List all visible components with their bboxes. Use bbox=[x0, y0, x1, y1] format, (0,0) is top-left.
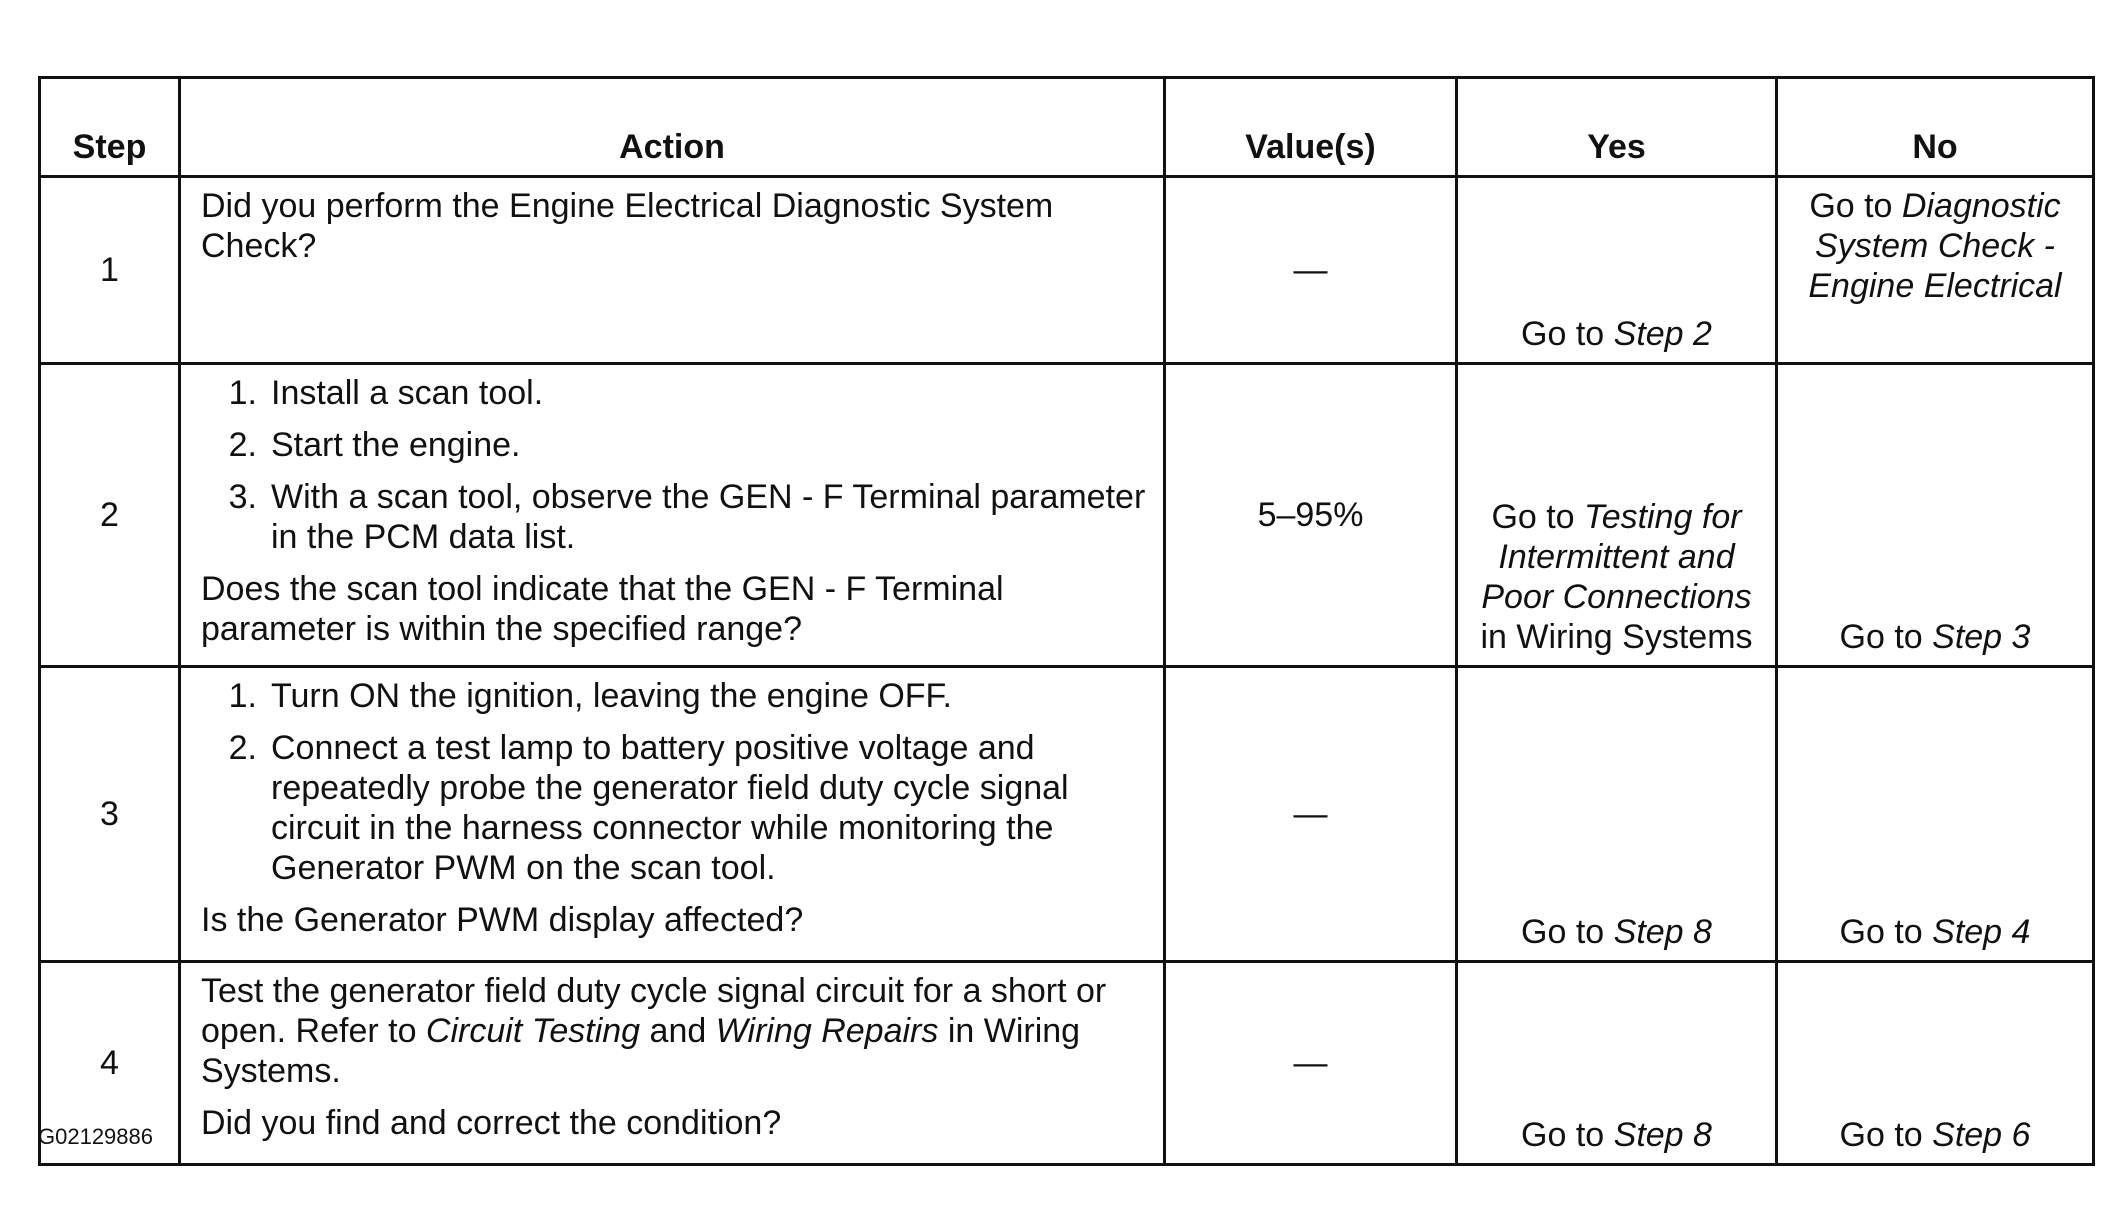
diagnostic-table-container bbox=[38, 76, 2092, 1166]
substep-text: With a scan tool, observe the GEN - F Terminal parameter in the PCM data list. bbox=[271, 478, 1146, 556]
value-cell bbox=[1165, 364, 1457, 667]
no-link[interactable]: Step 4 bbox=[1932, 913, 2031, 951]
no-prefix: Go to bbox=[1809, 187, 1902, 225]
substep-text: Install a scan tool. bbox=[271, 374, 544, 412]
substep-item bbox=[201, 425, 1149, 465]
header-row bbox=[40, 78, 2094, 177]
value-text: — bbox=[1293, 1044, 1328, 1082]
header-yes: Yes bbox=[1457, 78, 1777, 177]
yes-prefix: Go to bbox=[1521, 315, 1614, 353]
action-cell bbox=[180, 364, 1165, 667]
no-cell bbox=[1777, 962, 2094, 1165]
action-text: Did you perform the Engine Electrical Diagnostic System Check? bbox=[201, 187, 1054, 265]
yes-prefix: Go to bbox=[1521, 913, 1614, 951]
yes-link[interactable]: Testing for Intermittent and Poor Connections bbox=[1481, 498, 1752, 616]
no-cell bbox=[1777, 667, 2094, 962]
question-text: Does the scan tool indicate that the GEN - F Terminal parameter is within the specified range? bbox=[201, 570, 1004, 648]
substep-list bbox=[201, 373, 1149, 557]
yes-prefix: Go to bbox=[1491, 498, 1585, 536]
no-prefix: Go to bbox=[1839, 1116, 1933, 1154]
yes-suffix: in Wiring Systems bbox=[1480, 618, 1753, 656]
substep-number: 2. bbox=[228, 426, 257, 464]
no-cell bbox=[1777, 177, 2094, 364]
question-text: Did you find and correct the condition? bbox=[201, 1104, 782, 1142]
substep-number: 2. bbox=[228, 729, 257, 767]
yes-link[interactable]: Step 8 bbox=[1613, 913, 1712, 951]
value-text: 5–95% bbox=[1257, 496, 1364, 534]
no-prefix: Go to bbox=[1839, 913, 1933, 951]
figure-id: G02129886 bbox=[38, 1124, 153, 1149]
value-cell bbox=[1165, 962, 1457, 1165]
action-text bbox=[201, 971, 1149, 1091]
substep-item bbox=[201, 676, 1149, 716]
action-text-part: Test the generator field duty cycle signal circuit for a short or open. Refer to bbox=[201, 972, 1107, 1050]
value-cell bbox=[1165, 177, 1457, 364]
value-text: — bbox=[1293, 795, 1328, 833]
yes-prefix: Go to bbox=[1521, 1116, 1614, 1154]
header-step: Step bbox=[40, 78, 180, 177]
step-number: 1 bbox=[40, 177, 180, 364]
yes-cell bbox=[1457, 667, 1777, 962]
substep-text: Connect a test lamp to battery positive voltage and repeatedly probe the generator field duty cycle signal circuit in the harness connector while monitoring the Generator PWM on the scan tool. bbox=[271, 729, 1069, 887]
yes-link[interactable]: Step 8 bbox=[1613, 1116, 1712, 1154]
substep-number: 3. bbox=[228, 478, 257, 516]
substep-item bbox=[201, 477, 1149, 557]
step-number: 4 bbox=[40, 962, 180, 1165]
wiring-repairs-ref[interactable]: Wiring Repairs bbox=[715, 1012, 939, 1050]
value-text: — bbox=[1293, 251, 1328, 289]
diagnostic-table bbox=[38, 76, 2095, 1166]
substep-item bbox=[201, 728, 1149, 888]
yes-cell bbox=[1457, 177, 1777, 364]
substep-number: 1. bbox=[228, 677, 257, 715]
no-link[interactable]: Step 6 bbox=[1932, 1116, 2031, 1154]
yes-link[interactable]: Step 2 bbox=[1613, 315, 1712, 353]
no-cell bbox=[1777, 364, 2094, 667]
action-cell bbox=[180, 177, 1165, 364]
header-values: Value(s) bbox=[1165, 78, 1457, 177]
table-row bbox=[40, 177, 2094, 364]
table-row bbox=[40, 364, 2094, 667]
question-text: Is the Generator PWM display affected? bbox=[201, 901, 804, 939]
action-text-part: in Wiring Systems. bbox=[201, 1012, 1081, 1090]
no-link[interactable]: Diagnostic System Check - Engine Electrical bbox=[1808, 187, 2062, 305]
no-link[interactable]: Step 3 bbox=[1932, 618, 2031, 656]
substep-text: Turn ON the ignition, leaving the engine OFF. bbox=[271, 677, 952, 715]
header-no: No bbox=[1777, 78, 2094, 177]
substep-list bbox=[201, 676, 1149, 888]
header-action: Action bbox=[180, 78, 1165, 177]
substep-item bbox=[201, 373, 1149, 413]
substep-number: 1. bbox=[228, 374, 257, 412]
table-row bbox=[40, 667, 2094, 962]
step-number: 3 bbox=[40, 667, 180, 962]
substep-text: Start the engine. bbox=[271, 426, 521, 464]
value-cell bbox=[1165, 667, 1457, 962]
no-prefix: Go to bbox=[1839, 618, 1933, 656]
step-number: 2 bbox=[40, 364, 180, 667]
table-row bbox=[40, 962, 2094, 1165]
action-text-part: and bbox=[640, 1012, 716, 1050]
circuit-testing-ref[interactable]: Circuit Testing bbox=[425, 1012, 641, 1050]
yes-cell bbox=[1457, 962, 1777, 1165]
action-cell bbox=[180, 667, 1165, 962]
action-cell bbox=[180, 962, 1165, 1165]
yes-cell bbox=[1457, 364, 1777, 667]
